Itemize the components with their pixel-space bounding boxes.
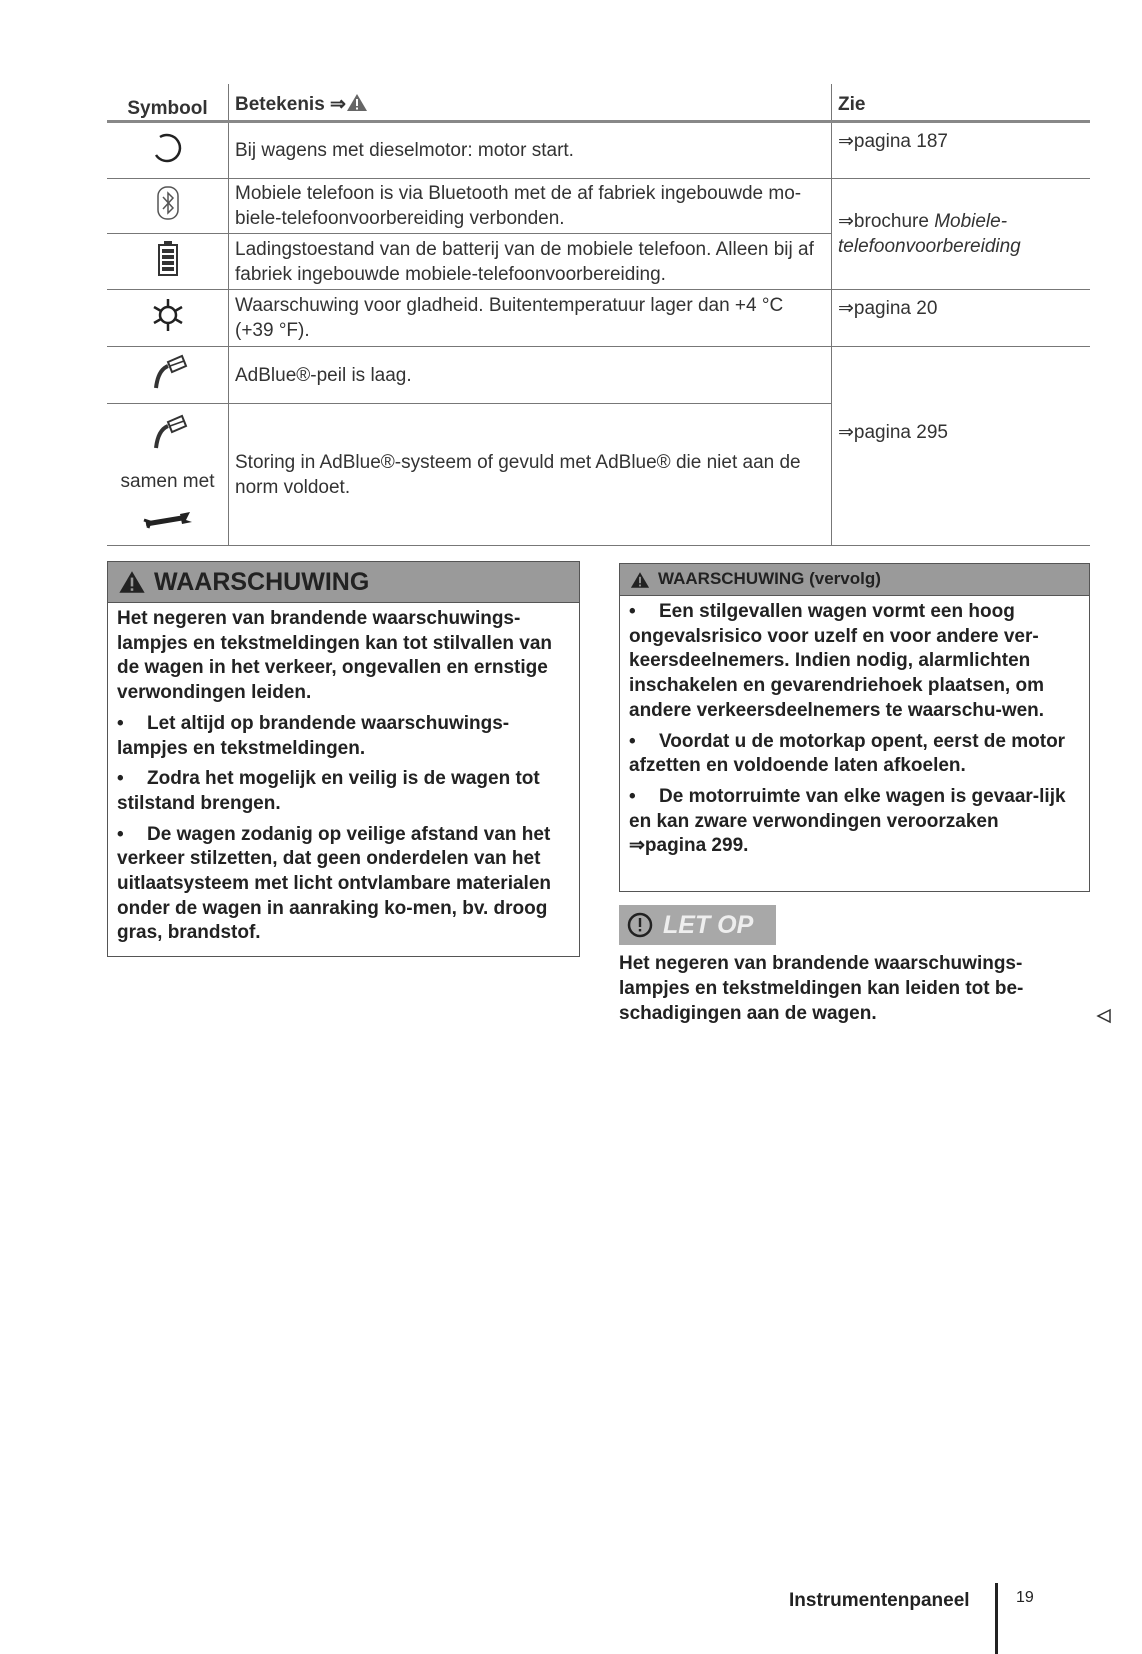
bluetooth-icon [156,185,180,221]
row-meaning: Waarschuwing voor gladheid. Buitentemperatuur lager dan +4 °C (+39 °F). [229,290,832,347]
header-meaning [229,84,832,122]
adblue-icon [148,412,188,452]
table-row [107,179,1090,234]
row-meaning: Storing in AdBlue®-systeem of gevuld met AdBlue® die niet aan de norm voldoet. [229,404,832,546]
header-see: Zie [832,84,1091,122]
battery-icon [157,240,179,276]
warning-triangle-icon [346,93,368,112]
warning-box [107,561,580,957]
page-number: 19 [1016,1589,1034,1606]
bullet-text: Zodra het mogelijk en veilig is de wagen tot stilstand brengen. [117,768,540,814]
exclamation-circle-icon [627,912,653,938]
bullet-text: Voordat u de motorkap opent, eerst de motor afzetten en voldoende laten afkoelen. [629,730,1066,777]
bullet-text: De motorruimte van elke wagen is gevaar-lijk en kan zware verwondingen veroorzaken ⇒pagina 299. [629,785,1066,857]
adblue-icon [148,352,188,392]
snowflake-icon [151,298,185,332]
table-row [107,347,1090,404]
wrench-icon [142,510,194,530]
combined-with-label: samen met [120,471,215,492]
header-meaning-text: Betekenis ⇒ [235,94,346,115]
bullet-text: Let altijd op brandende waarschuwings-lampjes en tekstmeldingen. [117,712,510,759]
warning-triangle-icon [118,570,146,594]
table-row [107,122,1090,179]
notice-header [619,905,776,945]
warning-continued-box [619,563,1090,892]
notice-title: LET OP [663,910,754,939]
warning-header [108,562,579,603]
warning-title: WAARSCHUWING [154,567,370,596]
see-brochure[interactable] [832,179,1091,290]
bullet-item: • De motorruimte van elke wagen is gevaar-lijk en kan zware verwondingen veroorzaken ⇒pagina 299. [629,785,1066,857]
header-symbol: Symbool [107,84,229,122]
row-meaning: Mobiele telefoon is via Bluetooth met de af fabriek ingebouwde mo-biele-telefoonvoorbereiding verbonden. [229,179,832,234]
row-meaning: AdBlue®-peil is laag. [229,347,832,404]
bullet-item: • Zodra het mogelijk en veilig is de wagen tot stilstand brengen. [117,768,540,814]
bullet-item: • Let altijd op brandende waarschuwings-lampjes en tekstmeldingen. [117,712,510,759]
row-meaning: Ladingstoestand van de batterij van de mobiele telefoon. Alleen bij af fabriek ingebouwde mobiele-telefoonvoorbereiding. [229,234,832,290]
bullet-text: De wagen zodanig op veilige afstand van het verkeer stilzetten, dat geen onderdelen van het uitlaatsysteem met licht ontvlambare materialen onder de wagen in aanraking ko-men, bv. droog gras, brandstof. [117,823,551,944]
preglow-icon [148,127,188,167]
see-link[interactable]: ⇒pagina 187 [832,122,1091,179]
section-end-triangle-icon [1096,1008,1112,1024]
symbol-table [107,84,1090,546]
bullet-item: • Een stilgevallen wagen vormt een hoog ongevalsrisico voor uzelf en voor andere ver-keersdeelnemers. Indien nodig, alarmlichten inschakelen en gevarendriehoek plaatsen, om andere verkeersdeelnemers te waarschu-wen. [629,601,1045,721]
see-link[interactable]: ⇒pagina 295 [832,347,1091,546]
see-link[interactable]: ⇒pagina 20 [832,290,1091,347]
footer-section-title: Instrumentenpaneel [789,1590,970,1611]
table-header [107,84,1090,122]
warning-continued-title: WAARSCHUWING (vervolg) [658,569,881,589]
bullet-item: • De wagen zodanig op veilige afstand van het verkeer stilzetten, dat geen onderdelen van het uitlaatsysteem met licht ontvlambare materialen onder de wagen in aanraking ko-men, bv. droog gras, brandstof. [117,823,551,944]
row-meaning: Bij wagens met dieselmotor: motor start. [229,122,832,179]
warning-continued-header [620,564,1089,596]
notice-text: Het negeren van brandende waarschuwings-lampjes en tekstmeldingen kan leiden tot be-schadigingen aan de wagen. [619,953,1024,1024]
warning-triangle-icon [630,571,650,589]
see-brochure-title: Mobiele-telefoonvoorbereiding [838,211,1021,257]
footer-divider [995,1583,998,1654]
see-prefix: ⇒brochure [838,211,935,232]
bullet-item: • Voordat u de motorkap opent, eerst de motor afzetten en voldoende laten afkoelen. [629,730,1066,777]
bullet-text: Een stilgevallen wagen vormt een hoog ongevalsrisico voor uzelf en voor andere ver-keersdeelnemers. Indien nodig, alarmlichten inschakelen en gevarendriehoek plaatsen, om andere verkeersdeelnemers te waarschu-wen. [629,601,1045,721]
warning-intro: Het negeren van brandende waarschuwings-lampjes en tekstmeldingen kan tot stilvallen van de wagen in het verkeer, ongevallen en ernstige verwondingen leiden. [117,608,553,704]
table-row [107,290,1090,347]
